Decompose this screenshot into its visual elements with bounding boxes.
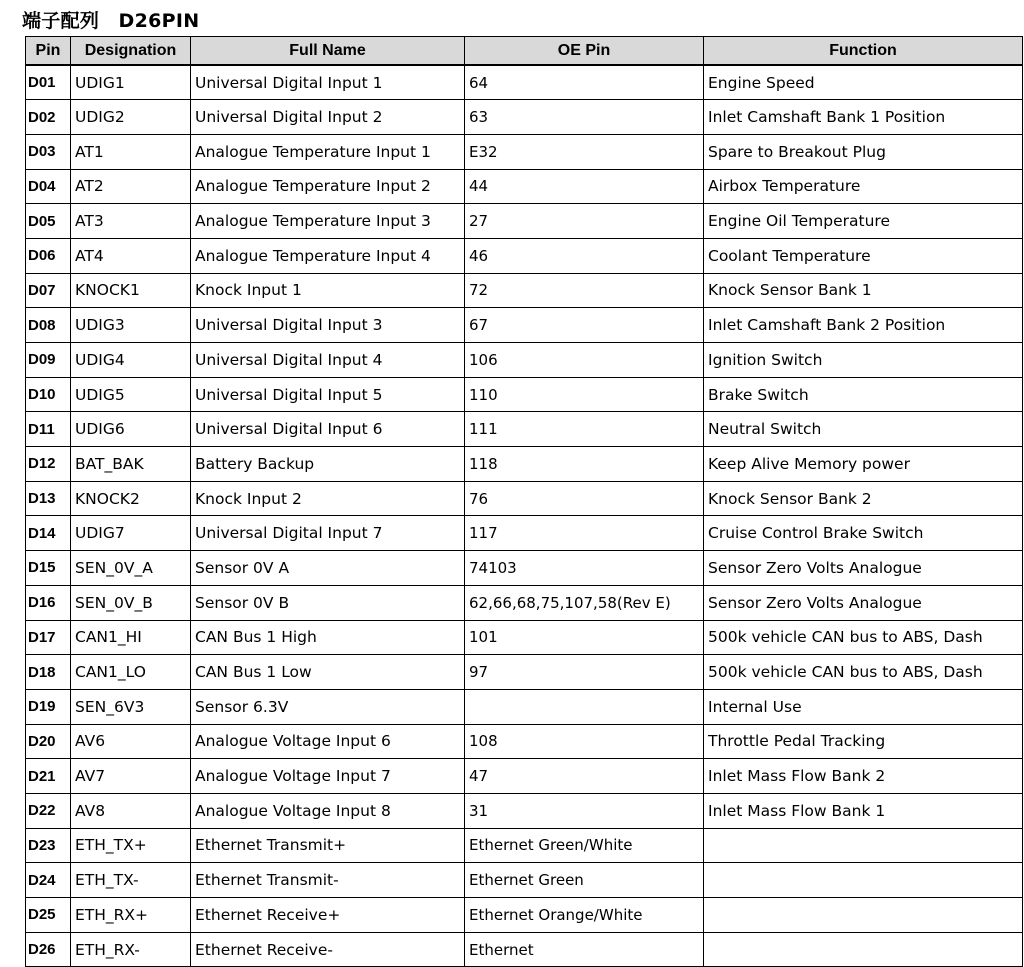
cell-designation: AT1 (71, 134, 191, 169)
page-title: 端子配列 D26PIN (22, 10, 200, 32)
cell-designation: BAT_BAK (71, 447, 191, 482)
cell-oe-pin: 63 (465, 100, 704, 135)
cell-full-name: Analogue Voltage Input 8 (191, 793, 465, 828)
cell-function: Inlet Camshaft Bank 1 Position (704, 100, 1023, 135)
cell-full-name: Universal Digital Input 3 (191, 308, 465, 343)
cell-designation: AT3 (71, 204, 191, 239)
cell-function: Engine Oil Temperature (704, 204, 1023, 239)
cell-pin: D12 (26, 447, 71, 482)
cell-designation: UDIG6 (71, 412, 191, 447)
cell-full-name: Universal Digital Input 4 (191, 343, 465, 378)
cell-designation: UDIG4 (71, 343, 191, 378)
cell-function: 500k vehicle CAN bus to ABS, Dash (704, 620, 1023, 655)
cell-function: Sensor Zero Volts Analogue (704, 551, 1023, 586)
cell-designation: CAN1_LO (71, 655, 191, 690)
table-row (26, 759, 1023, 794)
cell-function: Knock Sensor Bank 2 (704, 481, 1023, 516)
cell-oe-pin: 108 (465, 724, 704, 759)
cell-full-name: Analogue Temperature Input 3 (191, 204, 465, 239)
cell-designation: ETH_TX+ (71, 828, 191, 863)
cell-pin: D24 (26, 863, 71, 898)
cell-pin: D11 (26, 412, 71, 447)
cell-pin: D25 (26, 898, 71, 933)
column-header-oe-pin: OE Pin (465, 37, 704, 66)
column-header-pin: Pin (26, 37, 71, 66)
cell-pin: D18 (26, 655, 71, 690)
table-row (26, 204, 1023, 239)
cell-full-name: Sensor 0V B (191, 585, 465, 620)
cell-designation: AV6 (71, 724, 191, 759)
cell-designation: UDIG7 (71, 516, 191, 551)
table-row (26, 169, 1023, 204)
cell-function: Inlet Mass Flow Bank 2 (704, 759, 1023, 794)
cell-full-name: Analogue Voltage Input 6 (191, 724, 465, 759)
table-row (26, 273, 1023, 308)
cell-pin: D04 (26, 169, 71, 204)
cell-oe-pin (465, 689, 704, 724)
cell-function: Internal Use (704, 689, 1023, 724)
cell-full-name: Sensor 0V A (191, 551, 465, 586)
cell-full-name: Analogue Temperature Input 2 (191, 169, 465, 204)
cell-full-name: Battery Backup (191, 447, 465, 482)
table-row (26, 100, 1023, 135)
cell-function: Cruise Control Brake Switch (704, 516, 1023, 551)
column-header-designation: Designation (71, 37, 191, 66)
cell-pin: D09 (26, 343, 71, 378)
cell-full-name: Ethernet Transmit- (191, 863, 465, 898)
cell-oe-pin: Ethernet Green/White (465, 828, 704, 863)
cell-full-name: Universal Digital Input 2 (191, 100, 465, 135)
cell-designation: ETH_RX- (71, 932, 191, 967)
cell-oe-pin: 64 (465, 65, 704, 100)
cell-oe-pin: Ethernet Green (465, 863, 704, 898)
table-row (26, 793, 1023, 828)
cell-oe-pin: 62,66,68,75,107,58(Rev E) (465, 585, 704, 620)
cell-designation: AV8 (71, 793, 191, 828)
table-row (26, 689, 1023, 724)
table-row (26, 308, 1023, 343)
cell-full-name: Analogue Temperature Input 4 (191, 238, 465, 273)
cell-oe-pin: 74103 (465, 551, 704, 586)
cell-function: Sensor Zero Volts Analogue (704, 585, 1023, 620)
table-row (26, 932, 1023, 967)
table-header (26, 37, 1023, 66)
cell-function: Knock Sensor Bank 1 (704, 273, 1023, 308)
cell-designation: UDIG3 (71, 308, 191, 343)
cell-oe-pin: 111 (465, 412, 704, 447)
cell-function: Brake Switch (704, 377, 1023, 412)
cell-oe-pin: 106 (465, 343, 704, 378)
cell-function: Engine Speed (704, 65, 1023, 100)
cell-function: Ignition Switch (704, 343, 1023, 378)
cell-designation: UDIG2 (71, 100, 191, 135)
cell-pin: D15 (26, 551, 71, 586)
cell-oe-pin: 47 (465, 759, 704, 794)
cell-full-name: Ethernet Receive+ (191, 898, 465, 933)
cell-full-name: Universal Digital Input 1 (191, 65, 465, 100)
cell-designation: AV7 (71, 759, 191, 794)
cell-pin: D19 (26, 689, 71, 724)
cell-designation: AT4 (71, 238, 191, 273)
table-row (26, 65, 1023, 100)
cell-full-name: Universal Digital Input 5 (191, 377, 465, 412)
table-row (26, 134, 1023, 169)
header-row (26, 37, 1023, 66)
table-row (26, 898, 1023, 933)
cell-oe-pin: 118 (465, 447, 704, 482)
cell-designation: UDIG5 (71, 377, 191, 412)
cell-oe-pin: Ethernet Orange/White (465, 898, 704, 933)
table-row (26, 516, 1023, 551)
cell-function: Inlet Camshaft Bank 2 Position (704, 308, 1023, 343)
table-row (26, 724, 1023, 759)
cell-full-name: Analogue Temperature Input 1 (191, 134, 465, 169)
table-row (26, 828, 1023, 863)
cell-full-name: CAN Bus 1 Low (191, 655, 465, 690)
table-row (26, 863, 1023, 898)
cell-function (704, 863, 1023, 898)
cell-full-name: Sensor 6.3V (191, 689, 465, 724)
cell-designation: SEN_6V3 (71, 689, 191, 724)
table-row (26, 343, 1023, 378)
table-row (26, 620, 1023, 655)
cell-pin: D14 (26, 516, 71, 551)
cell-pin: D01 (26, 65, 71, 100)
pin-table (25, 36, 1023, 967)
column-header-function: Function (704, 37, 1023, 66)
cell-function: Inlet Mass Flow Bank 1 (704, 793, 1023, 828)
cell-pin: D20 (26, 724, 71, 759)
cell-pin: D13 (26, 481, 71, 516)
cell-designation: AT2 (71, 169, 191, 204)
cell-pin: D08 (26, 308, 71, 343)
cell-pin: D07 (26, 273, 71, 308)
cell-function: Spare to Breakout Plug (704, 134, 1023, 169)
table-row (26, 377, 1023, 412)
cell-oe-pin: 101 (465, 620, 704, 655)
cell-pin: D02 (26, 100, 71, 135)
cell-full-name: Analogue Voltage Input 7 (191, 759, 465, 794)
cell-designation: KNOCK2 (71, 481, 191, 516)
cell-function (704, 932, 1023, 967)
cell-pin: D17 (26, 620, 71, 655)
table-row (26, 481, 1023, 516)
cell-pin: D23 (26, 828, 71, 863)
cell-oe-pin: 27 (465, 204, 704, 239)
table-row (26, 551, 1023, 586)
cell-function: Neutral Switch (704, 412, 1023, 447)
cell-function: Coolant Temperature (704, 238, 1023, 273)
cell-function: 500k vehicle CAN bus to ABS, Dash (704, 655, 1023, 690)
cell-pin: D22 (26, 793, 71, 828)
cell-oe-pin: 67 (465, 308, 704, 343)
cell-designation: SEN_0V_B (71, 585, 191, 620)
cell-full-name: Universal Digital Input 7 (191, 516, 465, 551)
cell-function (704, 828, 1023, 863)
cell-full-name: CAN Bus 1 High (191, 620, 465, 655)
cell-pin: D26 (26, 932, 71, 967)
cell-oe-pin: E32 (465, 134, 704, 169)
cell-designation: KNOCK1 (71, 273, 191, 308)
cell-full-name: Knock Input 2 (191, 481, 465, 516)
cell-designation: ETH_TX- (71, 863, 191, 898)
cell-full-name: Universal Digital Input 6 (191, 412, 465, 447)
cell-full-name: Knock Input 1 (191, 273, 465, 308)
cell-function: Airbox Temperature (704, 169, 1023, 204)
table-row (26, 238, 1023, 273)
cell-oe-pin: 31 (465, 793, 704, 828)
cell-oe-pin: 110 (465, 377, 704, 412)
cell-oe-pin: 44 (465, 169, 704, 204)
cell-full-name: Ethernet Receive- (191, 932, 465, 967)
cell-pin: D03 (26, 134, 71, 169)
cell-function (704, 898, 1023, 933)
cell-oe-pin: Ethernet (465, 932, 704, 967)
cell-pin: D21 (26, 759, 71, 794)
table-row (26, 655, 1023, 690)
table-row (26, 412, 1023, 447)
cell-pin: D06 (26, 238, 71, 273)
cell-function: Keep Alive Memory power (704, 447, 1023, 482)
table-row (26, 585, 1023, 620)
cell-designation: SEN_0V_A (71, 551, 191, 586)
cell-full-name: Ethernet Transmit+ (191, 828, 465, 863)
cell-designation: CAN1_HI (71, 620, 191, 655)
cell-pin: D05 (26, 204, 71, 239)
cell-pin: D16 (26, 585, 71, 620)
cell-oe-pin: 76 (465, 481, 704, 516)
cell-pin: D10 (26, 377, 71, 412)
cell-oe-pin: 72 (465, 273, 704, 308)
cell-oe-pin: 97 (465, 655, 704, 690)
cell-designation: ETH_RX+ (71, 898, 191, 933)
table-row (26, 447, 1023, 482)
table-body (26, 65, 1023, 967)
cell-oe-pin: 46 (465, 238, 704, 273)
cell-oe-pin: 117 (465, 516, 704, 551)
column-header-full-name: Full Name (191, 37, 465, 66)
cell-function: Throttle Pedal Tracking (704, 724, 1023, 759)
cell-designation: UDIG1 (71, 65, 191, 100)
